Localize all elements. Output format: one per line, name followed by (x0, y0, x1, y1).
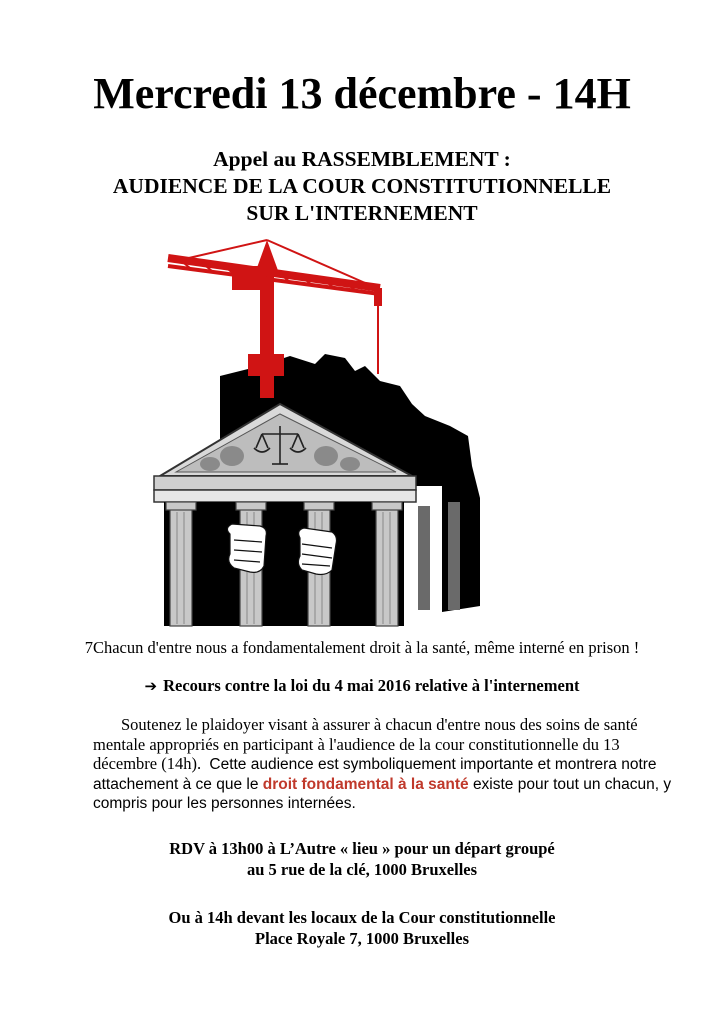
body-line-2: mentale appropriés en participant à l'audience de la cour constitutionnelle du 13 (93, 734, 620, 754)
arrow-right-icon: ➔ (144, 677, 158, 695)
body-line-4 (93, 775, 672, 795)
body-line-3a: décembre (14h). (93, 754, 202, 773)
body-line-3 (93, 754, 657, 775)
body-line-1: Soutenez le plaidoyer visant à assurer à chacun d'entre nous des soins de santé (121, 715, 638, 734)
rdv-info (0, 838, 724, 880)
recours-text: Recours contre la loi du 4 mai 2016 relative à l'internement (163, 676, 580, 695)
body-line-5: compris pour les personnes internées. (93, 795, 356, 812)
alt-line-1: Ou à 14h devant les locaux de la Cour constitutionnelle (168, 908, 556, 927)
intro-statement: 7Chacun d'entre nous a fondamentalement droit à la santé, même interné en prison ! (84, 638, 640, 657)
page-title: Mercredi 13 décembre - 14H (93, 69, 631, 118)
rdv-line-1: RDV à 13h00 à L’Autre « lieu » pour un départ groupé (169, 839, 555, 858)
body-line-3b: Cette audience est symboliquement importante et montrera notre (209, 756, 657, 773)
recours-heading (0, 676, 724, 696)
highlight-text: droit fondamental à la santé (262, 775, 469, 793)
rdv-line-2: au 5 rue de la clé, 1000 Bruxelles (246, 860, 478, 879)
call-line-2: AUDIENCE DE LA COUR CONSTITUTIONNELLE (112, 174, 612, 198)
call-line-1: Appel au RASSEMBLEMENT : (213, 147, 511, 171)
body-line-4b: existe pour tout un chacun, y (472, 775, 672, 793)
body-paragraph (93, 715, 672, 814)
courthouse-with-crane-icon (150, 236, 490, 628)
call-heading (0, 146, 724, 227)
call-line-3: SUR L'INTERNEMENT (246, 201, 478, 225)
alternative-info (0, 907, 724, 949)
body-line-4a: attachement à ce que le (93, 775, 259, 793)
alt-line-2: Place Royale 7, 1000 Bruxelles (254, 929, 469, 948)
